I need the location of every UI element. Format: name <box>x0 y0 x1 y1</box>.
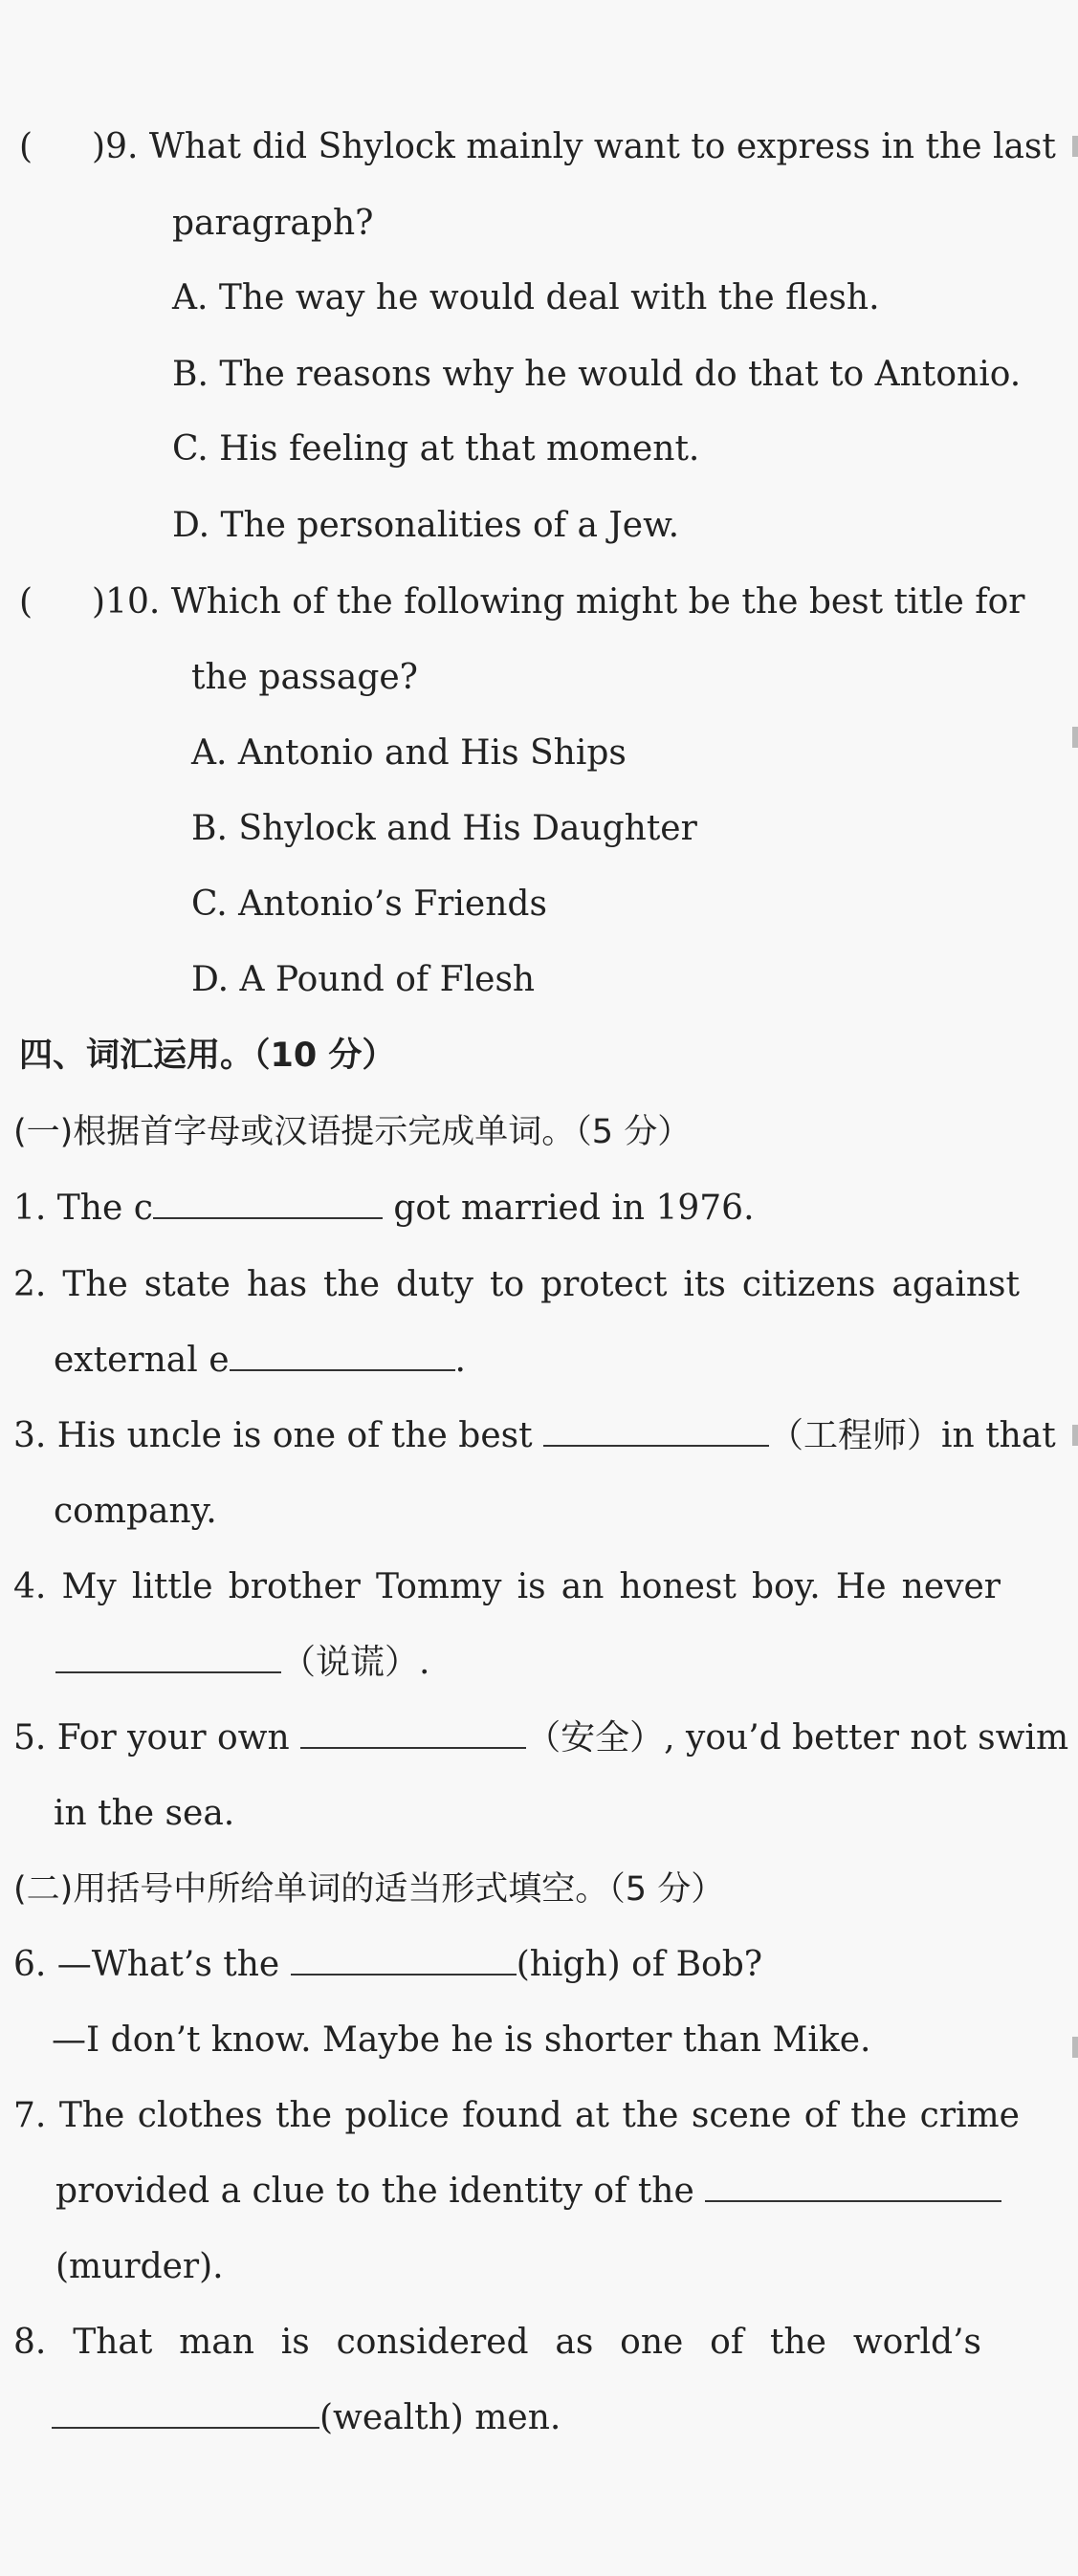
vocab-q8-line2 <box>52 2395 561 2441</box>
q10-stem-cont: the passage? <box>191 658 418 697</box>
vocab-q5-line2: in the sea. <box>54 1794 235 1833</box>
edge-mark <box>1072 2037 1078 2058</box>
q10-option-c: C. Antonio’s Friends <box>191 884 547 924</box>
vocab-q3-line1 <box>13 1413 1056 1459</box>
q9-row <box>19 124 1056 170</box>
vocab-q5-line1 <box>13 1715 1068 1761</box>
vocab-q2-line1: 2. The state has the duty to protect its citizens against <box>13 1265 1020 1304</box>
vocab-q4-line1: 4. My little brother Tommy is an honest boy. He never <box>13 1567 1001 1606</box>
vocab-q4-line2 <box>55 1640 429 1686</box>
vocab-q5-prefix: 5. For your own <box>13 1718 290 1757</box>
vocab-q3-prefix: 3. His uncle is one of the best <box>13 1416 533 1455</box>
q9-stem-cont: paragraph? <box>172 204 374 243</box>
vocab-q1-prefix: 1. The c <box>13 1189 153 1228</box>
q10-number: )10. <box>92 582 161 622</box>
section-title: 四、词汇运用。（10 分） <box>19 1037 396 1075</box>
q10-row <box>19 579 1024 625</box>
vocab-q8-line1: 8. That man is considered as one of the world’s <box>13 2323 981 2362</box>
q10-option-d: D. A Pound of Flesh <box>191 960 536 999</box>
q9-option-a: A. The way he would deal with the flesh. <box>172 278 880 317</box>
vocab-q5-blank[interactable] <box>300 1718 526 1749</box>
vocab-q1-suffix: got married in 1976. <box>393 1189 755 1228</box>
q9-stem: What did Shylock mainly want to express in the last <box>148 127 1056 166</box>
vocab-q2-line2 <box>54 1338 466 1384</box>
vocab-q7-blank[interactable] <box>705 2172 1001 2202</box>
q9-option-b: B. The reasons why he would do that to Antonio. <box>172 355 1022 394</box>
q10-option-b: B. Shylock and His Daughter <box>191 809 697 848</box>
q10-stem: Which of the following might be the best title for <box>170 582 1025 622</box>
vocab-q8-suffix: (wealth) men. <box>319 2398 561 2437</box>
part1-title: (一)根据首字母或汉语提示完成单词。（5 分） <box>13 1113 692 1151</box>
edge-mark <box>1072 727 1078 748</box>
edge-mark <box>1072 136 1078 157</box>
vocab-q1 <box>13 1186 755 1232</box>
vocab-q6-prefix: 6. —What’s the <box>13 1945 280 1984</box>
vocab-q2-suffix: . <box>454 1341 466 1380</box>
vocab-q8-blank[interactable] <box>52 2398 319 2429</box>
vocab-q2-blank[interactable] <box>230 1341 455 1371</box>
vocab-q3-blank[interactable] <box>543 1416 769 1447</box>
q10-answer-paren[interactable]: ( <box>19 582 33 622</box>
vocab-q7-line1: 7. The clothes the police found at the scene of the crime <box>13 2096 1020 2135</box>
q9-answer-paren[interactable]: ( <box>19 127 33 166</box>
vocab-q3-suffix: （工程师）in that <box>769 1416 1056 1455</box>
vocab-q2-prefix: external e <box>54 1341 230 1380</box>
q9-number: )9. <box>92 127 139 166</box>
q9-option-c: C. His feeling at that moment. <box>172 429 700 469</box>
vocab-q6-blank[interactable] <box>291 1945 517 1976</box>
vocab-q7-line2 <box>55 2169 1001 2215</box>
vocab-q7-line3: (murder). <box>55 2247 224 2286</box>
vocab-q6-line2: —I don’t know. Maybe he is shorter than Mike. <box>52 2020 871 2060</box>
vocab-q4-suffix: （说谎）. <box>281 1643 430 1682</box>
part2-title: (二)用括号中所给单词的适当形式填空。（5 分） <box>13 1870 725 1909</box>
vocab-q4-blank[interactable] <box>55 1643 281 1673</box>
vocab-q5-suffix: （安全）, you’d better not swim <box>526 1718 1069 1757</box>
vocab-q6-suffix: (high) of Bob? <box>516 1945 763 1984</box>
vocab-q7-prefix: provided a clue to the identity of the <box>55 2172 694 2211</box>
vocab-q6-line1 <box>13 1942 762 1988</box>
vocab-q1-blank[interactable] <box>153 1189 383 1219</box>
vocab-q3-line2: company. <box>54 1492 217 1531</box>
q10-option-a: A. Antonio and His Ships <box>191 733 627 773</box>
edge-mark <box>1072 1425 1078 1446</box>
q9-option-d: D. The personalities of a Jew. <box>172 506 680 545</box>
